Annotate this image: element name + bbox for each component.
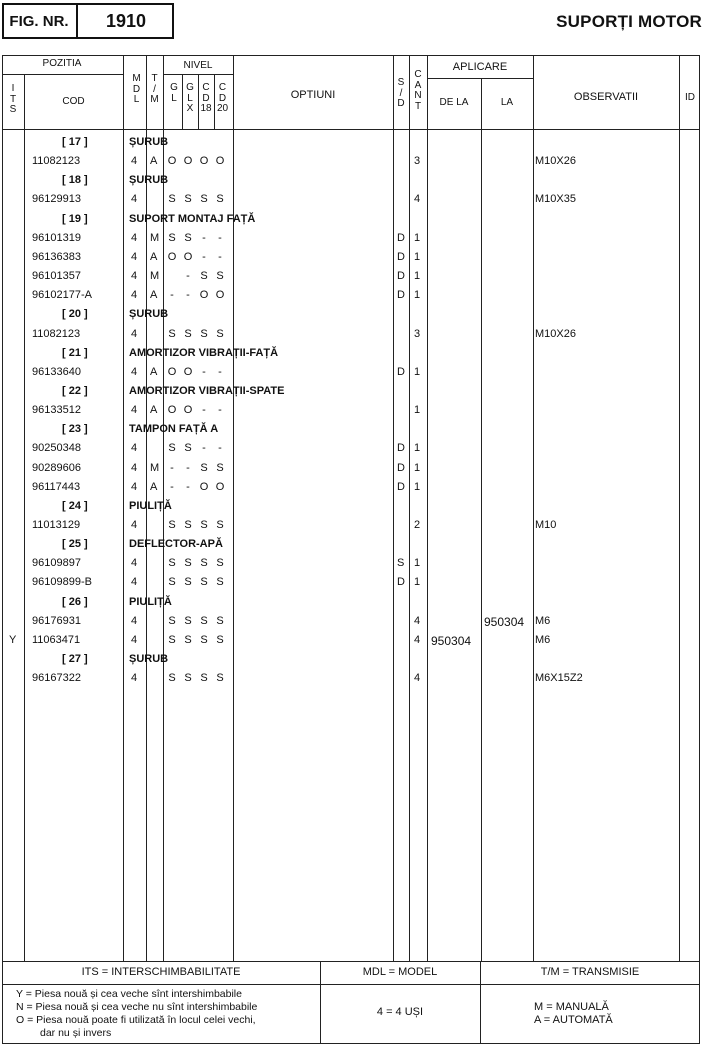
level-value: S (184, 614, 192, 627)
part-code: 96176931 (32, 614, 81, 627)
level-value: O (199, 289, 209, 302)
mdl-value: 4 (131, 557, 138, 570)
level-value: S (200, 576, 208, 589)
part-description: DEFLECTOR-APĂ (129, 538, 223, 551)
group-row (0, 420, 702, 439)
sd-value: D (397, 480, 405, 493)
level-value: S (168, 193, 176, 206)
table-row (0, 325, 702, 344)
quantity-value: 4 (414, 614, 421, 627)
mdl-value: 4 (131, 193, 138, 206)
level-value: S (216, 519, 224, 531)
table-row (0, 439, 702, 458)
level-value: S (216, 270, 224, 283)
level-value: - (218, 365, 222, 378)
group-row (0, 593, 702, 612)
sd-value: D (397, 250, 405, 263)
figure-label: FIG. NR. (2, 3, 78, 39)
tm-value: M (150, 461, 160, 474)
legend-its-title: ITS = INTERSCHIMBABILITATE (81, 966, 241, 978)
quantity-value: 4 (414, 193, 421, 206)
part-description: PIULIȚĂ (129, 499, 172, 512)
col-header-its: I T S (9, 83, 17, 115)
observation-value: M10X26 (535, 155, 576, 168)
level-value: S (184, 576, 192, 589)
level-value: S (200, 672, 208, 685)
group-row (0, 535, 702, 554)
level-value: S (216, 672, 224, 685)
position-number: [ 21 ] (62, 346, 88, 359)
level-value: - (218, 250, 222, 263)
part-description: AMORTIZOR VIBRAȚII-FAȚĂ (129, 346, 279, 359)
legend-mdl-value: 4 = 4 UȘI (376, 1006, 424, 1018)
level-value: S (184, 672, 192, 685)
level-value: S (216, 633, 224, 646)
quantity-value: 1 (414, 461, 421, 474)
level-value: S (200, 557, 208, 570)
legend-mdl-title: MDL = MODEL (362, 966, 438, 978)
footer-top-border (2, 961, 700, 962)
part-code: 11063471 (32, 633, 81, 646)
observation-value: M10X35 (535, 193, 576, 206)
sd-value: D (397, 461, 405, 474)
quantity-value: 1 (414, 442, 421, 455)
level-value: O (199, 155, 209, 168)
mdl-value: 4 (131, 633, 138, 646)
position-number: [ 27 ] (62, 653, 88, 666)
level-value: - (202, 442, 206, 455)
level-value: S (168, 557, 176, 570)
part-code: 96102177-A (32, 289, 92, 302)
level-value: S (200, 519, 208, 531)
level-value: S (200, 633, 208, 646)
table-row (0, 516, 702, 535)
level-value: S (184, 327, 192, 340)
figure-number: 1910 (105, 10, 147, 31)
footer-title-border (2, 984, 700, 985)
level-value: S (184, 231, 192, 244)
table-row (0, 554, 702, 573)
col-header-la: LA (500, 97, 514, 108)
level-value: - (202, 231, 206, 244)
level-value: - (218, 442, 222, 455)
level-value: S (168, 576, 176, 589)
level-value: S (168, 672, 176, 685)
part-code: 96109899-B (32, 576, 92, 589)
mdl-value: 4 (131, 155, 138, 168)
level-value: O (183, 155, 193, 168)
level-value: - (186, 270, 190, 283)
legend-its-y: Y = Piesa nouă și cea veche sînt intershimbabile (16, 988, 242, 1000)
tm-value: M (150, 231, 160, 244)
mdl-value: 4 (131, 614, 138, 627)
observation-value: M10X26 (535, 327, 576, 340)
quantity-value: 1 (414, 557, 421, 570)
mdl-value: 4 (131, 461, 138, 474)
table-row (0, 229, 702, 248)
table-row (0, 152, 702, 171)
col-header-optiuni: OPTIUNI (290, 89, 336, 101)
group-row (0, 171, 702, 190)
mdl-value: 4 (131, 576, 138, 589)
table-row (0, 459, 702, 478)
mdl-value: 4 (131, 672, 138, 685)
level-value: - (202, 365, 206, 378)
level-value: O (215, 289, 225, 302)
sd-value: D (397, 365, 405, 378)
level-value: S (184, 193, 192, 206)
level-value: O (167, 250, 177, 263)
part-code: 11082123 (32, 155, 81, 168)
level-value: O (167, 365, 177, 378)
col-header-glx: G L X (186, 82, 194, 114)
part-description: AMORTIZOR VIBRAȚII-SPATE (129, 384, 285, 397)
quantity-value: 1 (414, 270, 421, 283)
level-value: O (183, 250, 193, 263)
level-value: S (168, 327, 176, 340)
part-description: SUPORT MONTAJ FAȚĂ (129, 212, 256, 225)
col-header-tm: T / M (150, 73, 159, 105)
col-header-pozitia: POZITIA (42, 58, 82, 69)
level-value: S (200, 327, 208, 340)
page-title: SUPORȚI MOTOR (556, 12, 702, 31)
tm-value: A (150, 289, 158, 302)
observation-value: M6X15Z2 (535, 672, 583, 685)
part-code: 90289606 (32, 461, 81, 474)
level-value: - (218, 404, 222, 417)
legend-its-o-cont: dar nu și invers (40, 1027, 112, 1039)
level-value: - (170, 289, 174, 302)
col-header-mdl: M D L (132, 73, 141, 105)
part-description: ȘURUB (129, 653, 169, 666)
table-row (0, 267, 702, 286)
observation-value: M6 (535, 633, 551, 646)
position-number: [ 24 ] (62, 499, 88, 512)
part-code: 96167322 (32, 672, 81, 685)
level-value: - (186, 461, 190, 474)
header-bottom-border (2, 129, 700, 130)
part-description: ȘURUB (129, 174, 169, 187)
part-code: 96117443 (32, 480, 81, 493)
table-row (0, 478, 702, 497)
table-row (0, 631, 702, 650)
part-code: 11013129 (32, 519, 81, 531)
legend-its-n: N = Piesa nouă și cea veche nu sînt intershimbabile (16, 1001, 258, 1013)
level-value: - (186, 289, 190, 302)
mdl-value: 4 (131, 480, 138, 493)
group-row (0, 497, 702, 516)
level-value: S (168, 442, 176, 455)
position-number: [ 20 ] (62, 308, 88, 321)
table-row (0, 401, 702, 420)
position-number: [ 18 ] (62, 174, 88, 187)
part-code: 11082123 (32, 327, 81, 340)
part-code: 90250348 (32, 442, 81, 455)
mdl-value: 4 (131, 270, 138, 283)
part-code: 96129913 (32, 193, 81, 206)
tm-value: A (150, 480, 158, 493)
mdl-value: 4 (131, 519, 138, 531)
quantity-value: 1 (414, 404, 421, 417)
tm-value: A (150, 250, 158, 263)
group-row (0, 305, 702, 324)
level-value: S (168, 614, 176, 627)
level-value: O (215, 480, 225, 493)
part-description: ȘURUB (129, 308, 169, 321)
part-description: ȘURUB (129, 136, 169, 148)
level-value: - (170, 461, 174, 474)
level-value: O (167, 155, 177, 168)
quantity-value: 4 (414, 672, 421, 685)
level-value: O (183, 404, 193, 417)
level-value: O (199, 480, 209, 493)
table-row (0, 286, 702, 305)
level-value: S (216, 193, 224, 206)
quantity-value: 1 (414, 480, 421, 493)
quantity-value: 1 (414, 365, 421, 378)
part-code: 96101319 (32, 231, 81, 244)
level-value: S (184, 442, 192, 455)
quantity-value: 1 (414, 289, 421, 302)
position-number: [ 26 ] (62, 595, 88, 608)
tm-value: A (150, 155, 158, 168)
level-value: S (184, 633, 192, 646)
position-number: [ 25 ] (62, 538, 88, 551)
pozitia-underline (2, 74, 123, 75)
aplicare-underline (427, 78, 533, 79)
level-value: S (168, 231, 176, 244)
level-value: S (168, 633, 176, 646)
quantity-value: 4 (414, 633, 421, 646)
part-description: TAMPON FAȚĂ A (129, 423, 219, 436)
quantity-value: 1 (414, 231, 421, 244)
part-code: 96109897 (32, 557, 81, 570)
level-value: S (216, 614, 224, 627)
level-value: S (216, 327, 224, 340)
level-value: O (167, 404, 177, 417)
col-header-cant: C A N T (414, 69, 422, 112)
col-header-nivel: NIVEL (183, 60, 213, 71)
table-row (0, 573, 702, 592)
table-row (0, 612, 702, 631)
part-description: PIULIȚĂ (129, 595, 172, 608)
position-number: [ 19 ] (62, 212, 88, 225)
part-code: 96133640 (32, 365, 81, 378)
applies-from: 950304 (431, 633, 472, 648)
level-value: S (200, 461, 208, 474)
table-top-border (2, 55, 700, 56)
table-row (0, 190, 702, 209)
part-code: 96133512 (32, 404, 81, 417)
mdl-value: 4 (131, 404, 138, 417)
quantity-value: 3 (414, 155, 421, 168)
level-value: S (168, 519, 176, 531)
group-row (0, 344, 702, 363)
col-header-id: ID (685, 92, 695, 103)
col-header-observatii: OBSERVATII (573, 91, 639, 103)
sd-value: D (397, 576, 405, 589)
sd-value: D (397, 442, 405, 455)
mdl-value: 4 (131, 231, 138, 244)
group-row (0, 382, 702, 401)
quantity-value: 1 (414, 250, 421, 263)
mdl-value: 4 (131, 365, 138, 378)
level-value: S (200, 270, 208, 283)
col-header-cod: COD (62, 96, 85, 107)
table-bottom-border (2, 1043, 700, 1044)
level-value: - (202, 250, 206, 263)
tm-value: A (150, 365, 158, 378)
mdl-value: 4 (131, 442, 138, 455)
level-value: - (218, 231, 222, 244)
level-value: S (216, 576, 224, 589)
level-value: - (186, 480, 190, 493)
col-header-aplicare: APLICARE (452, 61, 508, 73)
sd-value: D (397, 231, 405, 244)
col-header-sd: S / D (397, 77, 405, 109)
position-number: [ 22 ] (62, 384, 88, 397)
legend-tm-automatic: A = AUTOMATĂ (534, 1014, 613, 1026)
legend-tm-title: T/M = TRANSMISIE (540, 966, 640, 978)
applies-to: 950304 (484, 614, 525, 629)
sd-value: D (397, 289, 405, 302)
tm-value: A (150, 404, 158, 417)
col-header-de-la: DE LA (439, 97, 469, 108)
group-row (0, 210, 702, 229)
col-header-cd20: C D 20 (216, 82, 229, 114)
part-code: 96101357 (32, 270, 81, 283)
table-row (0, 669, 702, 688)
position-number: [ 17 ] (62, 136, 88, 148)
level-value: S (184, 557, 192, 570)
level-value: O (183, 365, 193, 378)
observation-value: M10 (535, 519, 557, 531)
mdl-value: 4 (131, 327, 138, 340)
legend-tm-manual: M = MANUALĂ (534, 1001, 609, 1013)
position-number: [ 23 ] (62, 423, 88, 436)
legend-its-o: O = Piesa nouă poate fi utilizată în locul celei vechi, (16, 1014, 256, 1026)
level-value: S (200, 614, 208, 627)
table-row (0, 363, 702, 382)
level-value: - (202, 404, 206, 417)
mdl-value: 4 (131, 250, 138, 263)
observation-value: M6 (535, 614, 551, 627)
level-value: S (216, 557, 224, 570)
level-value: S (216, 461, 224, 474)
table-row (0, 248, 702, 267)
tm-value: M (150, 270, 160, 283)
part-code: 96136383 (32, 250, 81, 263)
group-row (0, 650, 702, 669)
quantity-value: 3 (414, 327, 421, 340)
col-header-cd18: C D 18 (200, 82, 212, 114)
sd-value: S (397, 557, 405, 570)
level-value: S (184, 519, 192, 531)
col-header-gl: G L (170, 82, 178, 104)
quantity-value: 1 (414, 576, 421, 589)
level-value: - (170, 480, 174, 493)
its-value: Y (9, 633, 17, 646)
quantity-value: 2 (414, 519, 421, 531)
level-value: O (215, 155, 225, 168)
group-row (0, 133, 702, 152)
sd-value: D (397, 270, 405, 283)
level-value: S (200, 193, 208, 206)
mdl-value: 4 (131, 289, 138, 302)
